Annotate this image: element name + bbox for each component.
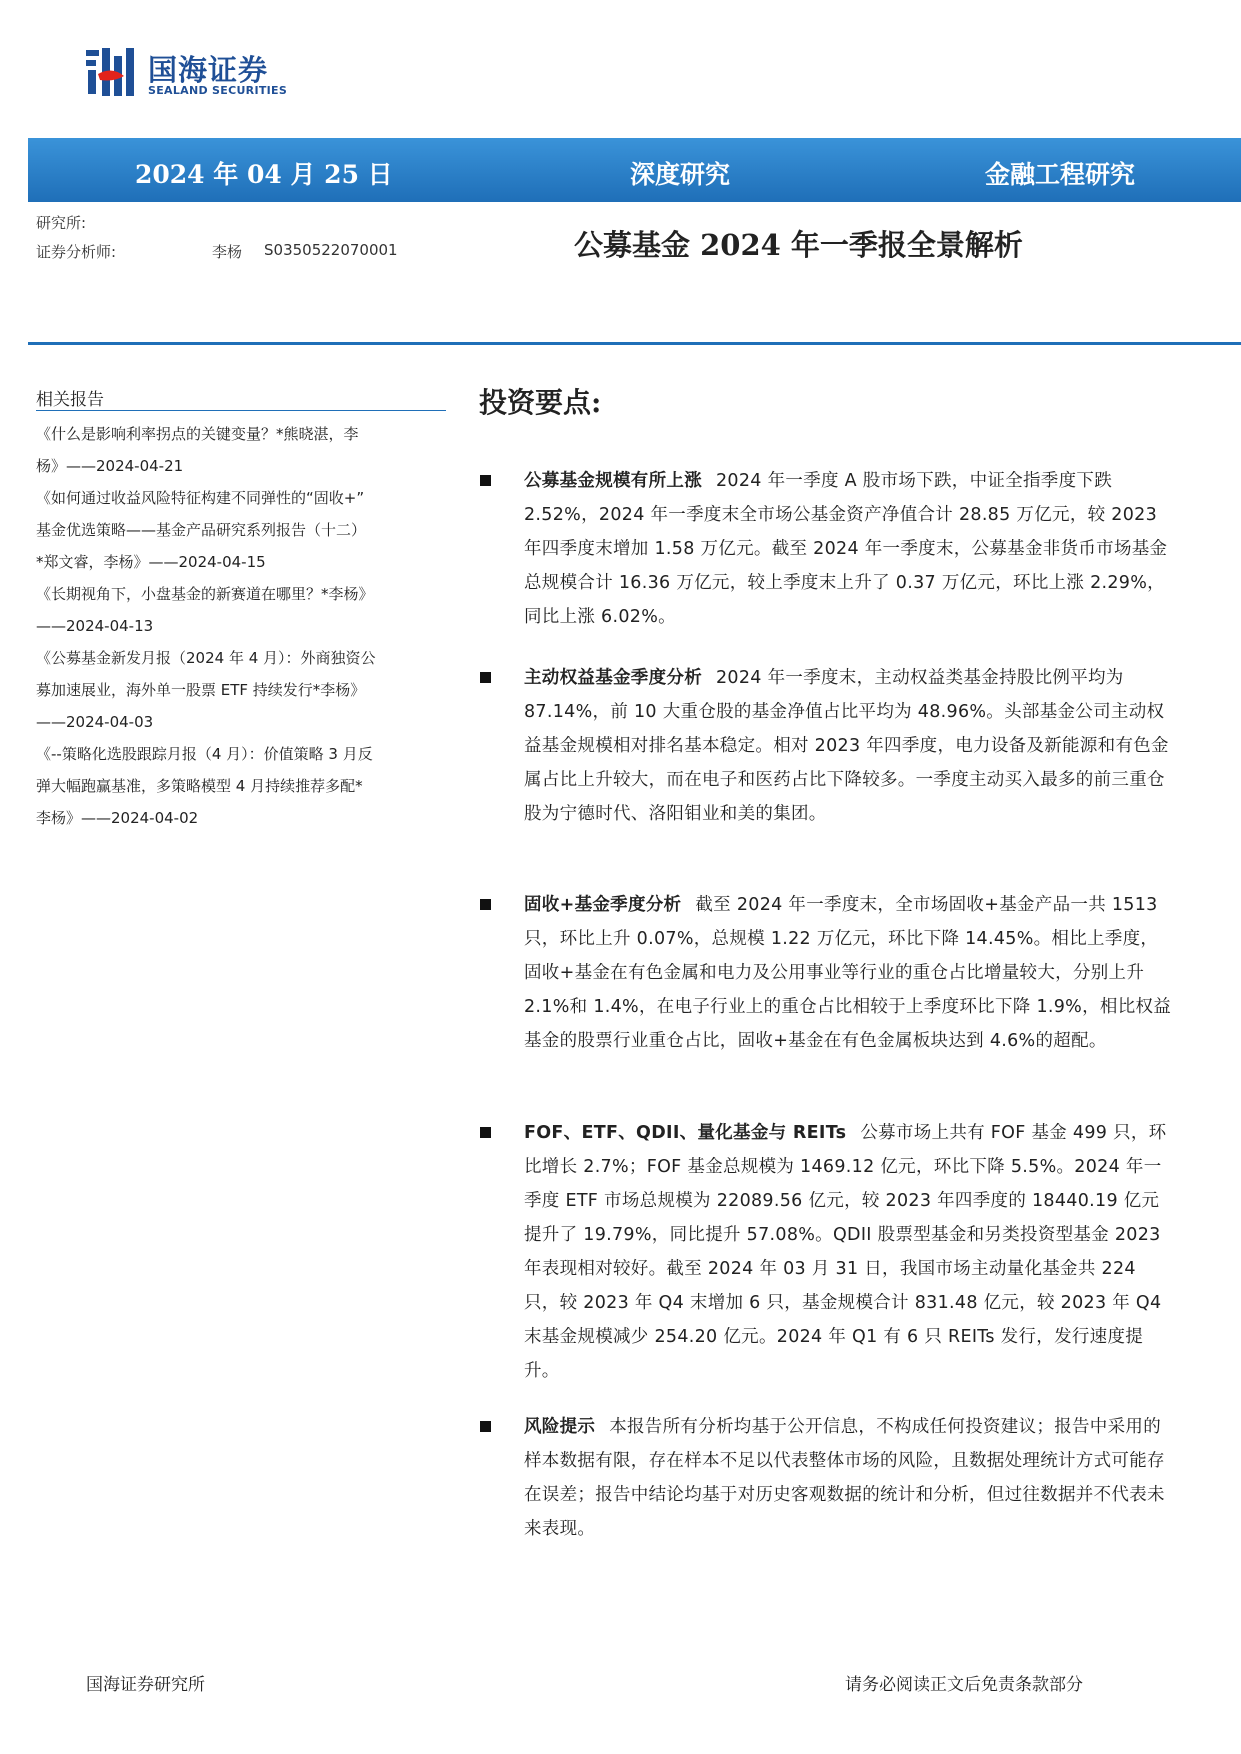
key-points-heading: 投资要点:	[479, 386, 602, 419]
related-reports-list	[36, 418, 446, 834]
report-date: 2024 年 04 月 25 日	[135, 160, 393, 189]
footer-institute: 国海证券研究所	[86, 1675, 205, 1695]
related-line[interactable]: 基金优选策略——基金产品研究系列报告（十二）	[36, 521, 367, 539]
related-line[interactable]: ——2024-04-03	[36, 713, 154, 731]
sealand-logo-icon	[84, 46, 140, 102]
point-text: 截至 2024 年一季度末，全市场固收+基金产品一共 1513 只，环比上升 0.07%，总规模 1.22 万亿元，环比下降 14.45%。相比上季度，固收+基金在有色金属和电力及公用事业等行业的重仓占比增量较大，分别上升 2.1%和 1.4%，在电子行业上的重仓占比相较于上季度环比下降 1.9%，相比权益基金的股票行业重仓占比，固收+基金在有色金属板块达到 4.6%的超配。	[524, 895, 1172, 1051]
point-lead: 风险提示	[524, 1417, 596, 1437]
point-text: 本报告所有分析均基于公开信息，不构成任何投资建议；报告中采用的样本数据有限，存在样本不足以代表整体市场的风险，且数据处理统计方式可能存在误差；报告中结论均基于对历史客观数据的统计和分析，但过往数据并不代表未来表现。	[524, 1417, 1165, 1539]
analyst-code: S0350522070001	[264, 241, 398, 259]
bullet-square-icon	[480, 475, 491, 486]
analyst-label: 证券分析师:	[36, 243, 117, 261]
analyst-name: 李杨	[212, 243, 243, 261]
point-text: 2024 年一季度末，主动权益类基金持股比例平均为 87.14%，前 10 大重仓股的基金净值占比平均为 48.96%。头部基金公司主动权益基金规模相对排名基本稳定。相对 2023 年四季度，电力设备及新能源和有色金属占比上升较大，而在电子和医药占比下降较多。一季度主动买入最多的前三重仓股为宁德时代、洛阳钼业和美的集团。	[524, 668, 1169, 824]
related-line[interactable]: 《公募基金新发月报（2024 年 4 月）：外商独资公	[36, 649, 376, 667]
related-line[interactable]: 李杨》——2024-04-02	[36, 809, 199, 827]
bullet-square-icon	[480, 672, 491, 683]
key-point	[479, 1410, 1174, 1546]
key-point	[479, 661, 1174, 831]
point-lead: 固收+基金季度分析	[524, 895, 682, 915]
related-line[interactable]: 《--策略化选股跟踪月报（4 月）：价值策略 3 月反	[36, 745, 373, 763]
related-line[interactable]: 《长期视角下，小盘基金的新赛道在哪里？*李杨》	[36, 585, 374, 603]
report-title: 公募基金 2024 年一季报全景解析	[574, 228, 1023, 262]
footer-disclaimer-note: 请务必阅读正文后免责条款部分	[845, 1675, 1083, 1695]
divider	[28, 342, 1241, 345]
point-lead: 主动权益基金季度分析	[524, 668, 702, 688]
related-line[interactable]: *郑文睿，李杨》——2024-04-15	[36, 553, 266, 571]
related-line[interactable]: 杨》——2024-04-21	[36, 457, 184, 475]
key-point	[479, 888, 1174, 1058]
related-line[interactable]: 《如何通过收益风险特征构建不同弹性的“固收+”	[36, 489, 365, 507]
related-reports-heading: 相关报告	[36, 390, 104, 410]
related-line[interactable]: 《什么是影响利率拐点的关键变量？*熊晓湛，李	[36, 425, 359, 443]
report-type: 深度研究	[630, 160, 731, 189]
point-lead: FOF、ETF、QDII、量化基金与 REITs	[524, 1123, 847, 1143]
related-line[interactable]: ——2024-04-13	[36, 617, 154, 635]
related-divider	[36, 410, 446, 411]
company-logo	[84, 46, 314, 102]
report-category: 金融工程研究	[985, 160, 1136, 189]
brand-name-cn: 国海证券	[148, 53, 269, 87]
related-line[interactable]: 弹大幅跑赢基准，多策略模型 4 月持续推荐多配*	[36, 777, 363, 795]
related-line[interactable]: 募加速展业，海外单一股票 ETF 持续发行*李杨》	[36, 681, 366, 699]
point-text: 公募市场上共有 FOF 基金 499 只，环比增长 2.7%；FOF 基金总规模为 1469.12 亿元，环比下降 5.5%。2024 年一季度 ETF 市场总规模为 22089.56 亿元，较 2023 年四季度的 18440.19 亿元提升了 19.79%，同比提升 57.08%。QDII 股票型基金和另类投资型基金 2023 年表现相对较好。截至 2024 年 03 月 31 日，我国市场主动量化基金共 224 只，较 2023 年 Q4 末增加 6 只，基金规模合计 831.48 亿元，较 2023 年 Q4 末基金规模减少 254.20 亿元。2024 年 Q1 有 6 只 REITs 发行，发行速度提升。	[524, 1123, 1167, 1381]
bullet-square-icon	[480, 1127, 491, 1138]
bullet-square-icon	[480, 899, 491, 910]
brand-name-en: SEALAND SECURITIES	[148, 84, 288, 97]
bullet-square-icon	[480, 1421, 491, 1432]
key-point	[479, 1116, 1174, 1388]
point-lead: 公募基金规模有所上涨	[524, 471, 702, 491]
institute-label: 研究所:	[36, 214, 87, 232]
analyst-row	[36, 241, 398, 262]
header-banner	[28, 138, 1241, 202]
point-text: 2024 年一季度 A 股市场下跌，中证全指季度下跌 2.52%，2024 年一季度末全市场公基金资产净值合计 28.85 万亿元，较 2023 年四季度末增加 1.58 万亿元。截至 2024 年一季度末，公募基金非货币市场基金总规模合计 16.36 万亿元，较上季度末上升了 0.37 万亿元，环比上涨 2.29%，同比上涨 6.02%。	[524, 471, 1168, 627]
key-point	[479, 464, 1174, 634]
